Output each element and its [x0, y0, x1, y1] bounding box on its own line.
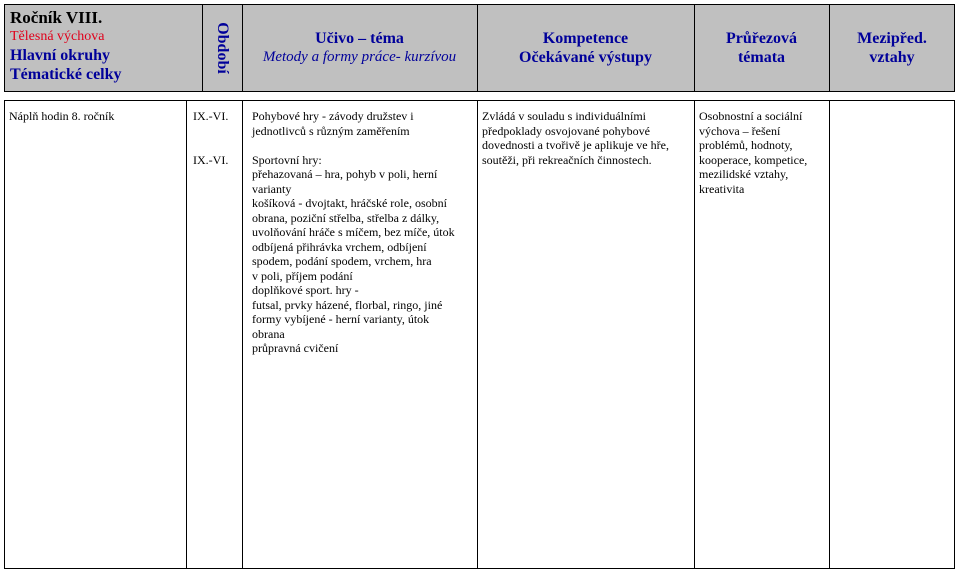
- divider: [694, 101, 695, 568]
- content-line: košíková - dvojtakt, hráčské role, osobní: [252, 196, 447, 210]
- content-line: přehazovaná – hra, pohyb v poli, herní: [252, 167, 438, 181]
- main-areas-label: Hlavní okruhy: [10, 47, 111, 64]
- crosscut-subtitle: témata: [737, 49, 786, 66]
- table-header: [4, 4, 955, 92]
- crosscut-line: mezilidské vztahy,: [699, 167, 789, 181]
- content-line: futsal, prvky házené, florbal, ringo, jiné: [252, 297, 443, 312]
- period-label: Období: [214, 22, 231, 74]
- content-title: Učivo – téma: [315, 30, 404, 47]
- competence-line: Zvládá v souladu s individuálními: [482, 109, 646, 123]
- grade-title: Ročník VIII.: [10, 8, 103, 27]
- competence-cell: [482, 109, 692, 167]
- divider: [186, 101, 187, 568]
- period-cell: [193, 109, 228, 167]
- content-line: doplňkové sport. hry -: [252, 283, 359, 297]
- relations-title: Mezipřed.: [857, 30, 927, 47]
- content-subtitle: Metody a formy práce- kurzívou: [262, 49, 457, 65]
- content-line: v poli, příjem podání: [252, 268, 353, 283]
- subject-name: Tělesná výchova: [10, 29, 105, 44]
- crosscut-line: kooperace, kompetice,: [699, 152, 808, 167]
- header-col-course: [10, 8, 122, 84]
- divider: [477, 101, 478, 568]
- competence-line: dovednosti a tvořivě je aplikuje ve hře,: [482, 138, 669, 152]
- content-line: průpravná cvičení: [252, 341, 339, 355]
- crosscut-line: Osobnostní a sociální: [699, 109, 803, 123]
- content-line: obrana, poziční střelba, střelba z dálky,: [252, 210, 440, 225]
- crosscut-cell: [699, 109, 827, 196]
- content-line: Sportovní hry:: [252, 152, 322, 167]
- competence-subtitle: Očekávané výstupy: [519, 49, 652, 66]
- crosscut-line: kreativita: [699, 181, 745, 196]
- header-col-period: [203, 5, 241, 91]
- competence-line: předpoklady osvojované pohybové: [482, 123, 650, 138]
- divider: [242, 101, 243, 568]
- content-line: varianty: [252, 181, 292, 196]
- header-col-competence: [478, 5, 693, 91]
- content-line: formy vybíjené - herní varianty, útok: [252, 312, 430, 326]
- content-line: Pohybové hry - závody družstev i: [252, 109, 414, 123]
- relations-subtitle: vztahy: [869, 49, 915, 66]
- divider: [829, 101, 830, 568]
- content-line: spodem, podání spodem, vrchem, hra: [252, 254, 432, 268]
- content-cell: [252, 109, 474, 356]
- content-line: jednotlivců s různým zaměřením: [252, 123, 410, 138]
- crosscut-title: Průřezová: [725, 30, 798, 47]
- content-line: obrana: [252, 326, 285, 341]
- crosscut-line: problémů, hodnoty,: [699, 138, 793, 152]
- period-value: IX.-VI.: [193, 109, 229, 123]
- competence-line: soutěži, při rekreačních činnostech.: [482, 152, 652, 167]
- period-value: IX.-VI.: [193, 152, 229, 167]
- competence-title: Kompetence: [542, 30, 629, 47]
- header-col-crosscut: [695, 5, 828, 91]
- header-col-relations: [830, 5, 954, 91]
- crosscut-line: výchova – řešení: [699, 123, 781, 138]
- header-col-content: [243, 5, 476, 91]
- content-line: uvolňování hráče s míčem, bez míče, útok: [252, 225, 455, 239]
- table-row: [4, 100, 955, 569]
- content-line: odbíjená přihrávka vrchem, odbíjení: [252, 239, 427, 254]
- row-label: Náplň hodin 8. ročník: [9, 109, 115, 123]
- thematic-units-label: Tématické celky: [10, 66, 122, 83]
